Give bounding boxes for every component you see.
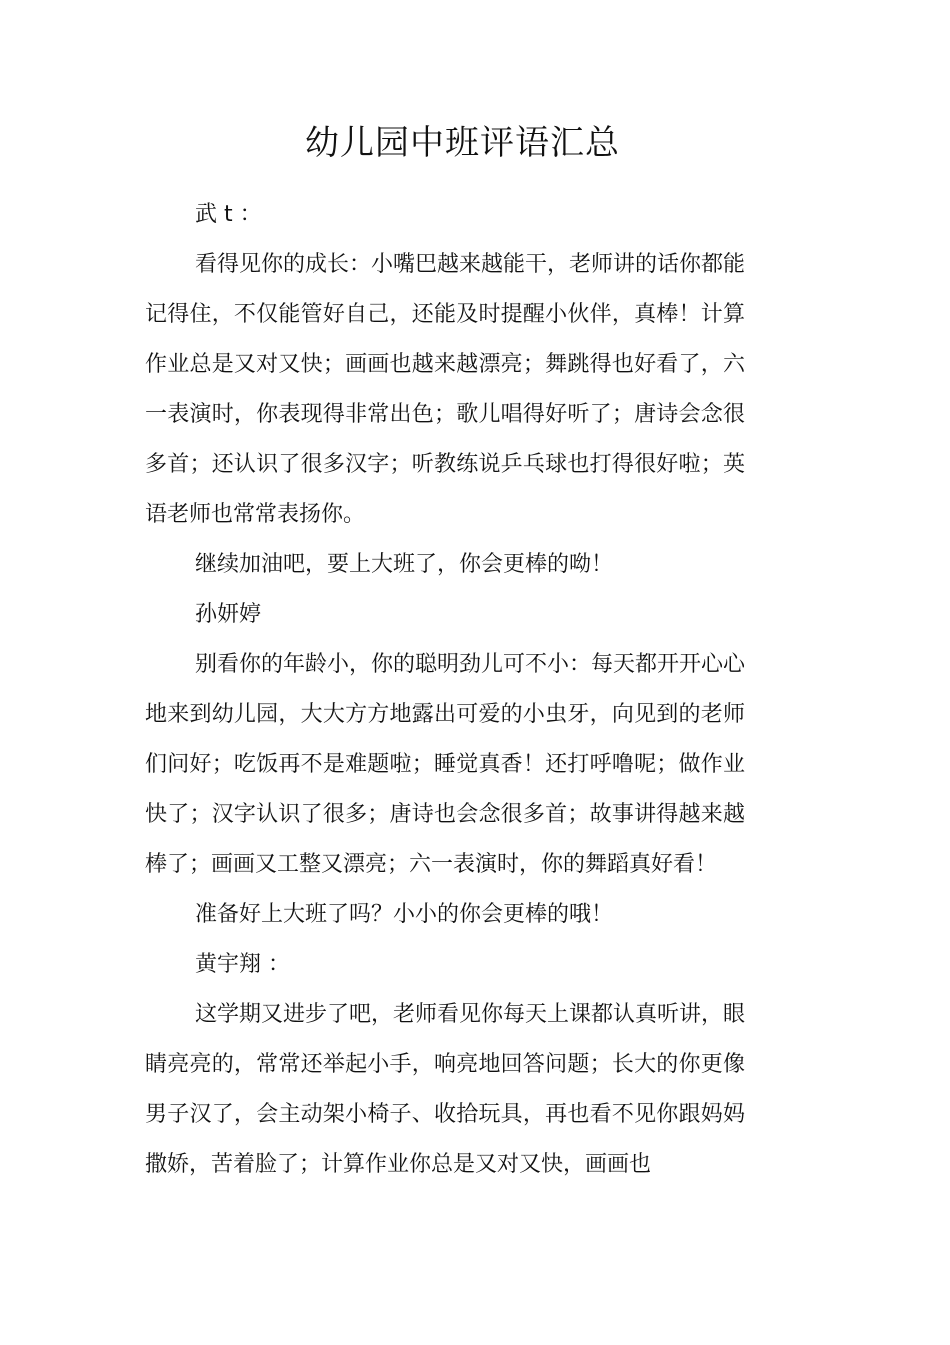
paragraph-name-sun: 孙妍婷 [195, 602, 262, 627]
paragraph-name-wu: 武 t ： [195, 202, 262, 227]
paragraph-comment-sun: 别看你的年龄小，你的聪明劲儿可不小：每天都开开心心地来到幼儿园，大大方方地露出可爱的小虫牙，向见到的老师们问好；吃饭再不是难题啦；睡觉真香！还打呼噜呢；做作业快了；汉字认识了很多；唐诗也会念很多首；故事讲得越来越棒了；画画又工整又漂亮；六一表演时，你的舞蹈真好看！ [145, 652, 746, 877]
document-body [145, 190, 745, 1190]
paragraph-encourage-wu: 继续加油吧，要上大班了，你会更棒的呦！ [195, 552, 614, 577]
paragraph-name-huang: 黄宇翔 ： [195, 952, 290, 977]
paragraph-comment-wu: 看得见你的成长：小嘴巴越来越能干，老师讲的话你都能记得住，不仅能管好自己，还能及时提醒小伙伴，真棒！计算作业总是又对又快；画画也越来越漂亮；舞跳得也好看了，六一表演时，你表现得非常出色；歌儿唱得好听了；唐诗会念很多首；还认识了很多汉字；听教练说乒乓球也打得很好啦；英语老师也常常表扬你。 [145, 252, 746, 527]
document-title: 幼儿园中班评语汇总 [305, 123, 620, 163]
paragraph-encourage-sun: 准备好上大班了吗？小小的你会更棒的哦！ [195, 902, 614, 927]
paragraph-comment-huang: 这学期又进步了吧，老师看见你每天上课都认真听讲，眼睛亮亮的，常常还举起小手，响亮地回答问题；长大的你更像男子汉了，会主动架小椅子、收拾玩具，再也看不见你跟妈妈撒娇，苦着脸了；计算作业你总是又对又快，画画也 [145, 1002, 746, 1177]
